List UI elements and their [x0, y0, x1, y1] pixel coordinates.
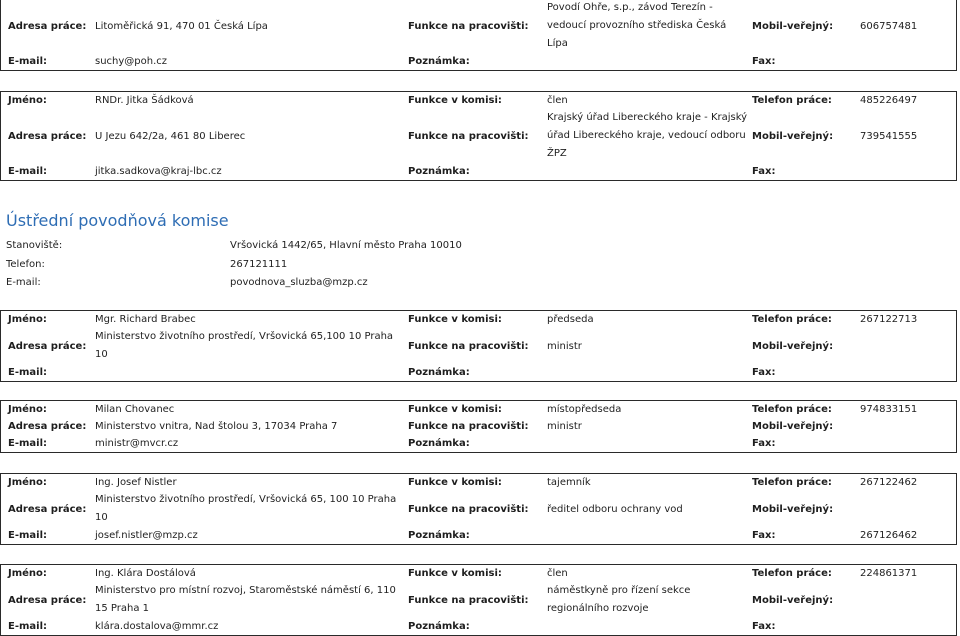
- mobile-public-value: 606757481: [860, 20, 918, 32]
- member-email-row: [1, 163, 956, 180]
- work-address-value: U Jezu 642/2a, 461 80 Liberec: [95, 130, 246, 142]
- member-table: [1, 0, 956, 70]
- fax-value: [860, 53, 956, 70]
- workplace-function-line: náměstkyně pro řízení sekce: [547, 585, 691, 596]
- work-address-line: Ministerstvo životního prostředí, Vršovická 65,100 10 Praha: [95, 331, 394, 342]
- workplace-function-label: Funkce na pracovišti:: [408, 340, 529, 352]
- work-address-line: 10: [95, 512, 108, 523]
- work-address-value: [95, 491, 408, 527]
- member-email-row: [1, 435, 956, 452]
- workplace-function-line: vedoucí provozního střediska Česká: [547, 20, 727, 31]
- member-address-row: [1, 491, 956, 527]
- email-label: E-mail:: [8, 367, 48, 378]
- fax-label: Fax:: [752, 166, 776, 177]
- info-row-email: [6, 274, 462, 293]
- note-label: Poznámka:: [408, 621, 470, 632]
- member-name-row: [1, 401, 956, 418]
- workplace-function-line: Povodí Ohře, s.p., závod Terezín -: [547, 2, 713, 13]
- email-label: E-mail:: [8, 438, 48, 449]
- workplace-function-line: Krajský úřad Libereckého kraje - Krajský: [547, 112, 748, 123]
- section-title: Ústřední povodňová komise: [6, 211, 229, 230]
- work-address-value: Ministerstvo vnitra, Nad štolou 3, 17034 Praha 7: [95, 421, 338, 432]
- committee-role-value: člen: [547, 568, 568, 579]
- mobile-public-value: [860, 582, 956, 618]
- workplace-function-value: [547, 109, 752, 163]
- name-label: Jméno:: [8, 95, 47, 106]
- fax-label: Fax:: [752, 438, 776, 449]
- work-phone-label: Telefon práce:: [752, 477, 832, 488]
- member-email-row: [1, 53, 956, 70]
- email-value: klára.dostalova@mmr.cz: [95, 621, 219, 632]
- committee-role-value: místopředseda: [547, 404, 622, 415]
- phone-label: Telefon:: [6, 258, 45, 270]
- work-address-label: Adresa práce:: [8, 130, 87, 142]
- member-address-row: [1, 418, 956, 435]
- member-card: [0, 91, 957, 181]
- member-email-row: [1, 364, 956, 381]
- name-label: Jméno:: [8, 477, 47, 488]
- work-address-label: Adresa práce:: [8, 503, 87, 515]
- note-label: Poznámka:: [408, 530, 470, 541]
- mobile-public-label: Mobil-veřejný:: [752, 20, 834, 32]
- work-address-label: Adresa práce:: [8, 421, 87, 432]
- workplace-function-value: ministr: [547, 421, 582, 432]
- committee-role-value: člen: [547, 95, 568, 106]
- mobile-public-label: Mobil-veřejný:: [752, 421, 834, 432]
- email-label: E-mail:: [8, 166, 48, 177]
- member-address-row: [1, 582, 956, 618]
- location-value: Vršovická 1442/65, Hlavní město Praha 10010: [230, 240, 462, 251]
- fax-label: Fax:: [752, 367, 776, 378]
- mobile-public-value: 739541555: [860, 130, 918, 142]
- committee-role-label: Funkce v komisi:: [408, 477, 502, 488]
- fax-label: Fax:: [752, 530, 776, 541]
- email-value: jitka.sadkova@kraj-lbc.cz: [95, 166, 222, 177]
- member-address-row: [1, 328, 956, 364]
- note-value: [547, 527, 752, 544]
- work-phone-label: Telefon práce:: [752, 404, 832, 415]
- note-label: Poznámka:: [408, 56, 470, 67]
- workplace-function-label: Funkce na pracovišti:: [408, 594, 529, 606]
- phone-value: 267121111: [230, 258, 288, 270]
- fax-value: [860, 435, 956, 452]
- workplace-function-label: Funkce na pracovišti:: [408, 503, 529, 515]
- note-value: [547, 364, 752, 381]
- member-email-row: [1, 618, 956, 635]
- email-value: ministr@mvcr.cz: [95, 438, 179, 449]
- workplace-function-label: Funkce na pracovišti:: [408, 130, 529, 142]
- member-name-row: [1, 311, 956, 328]
- member-table: [1, 565, 956, 635]
- member-name-row: [1, 92, 956, 109]
- location-label: Stanoviště:: [6, 240, 63, 251]
- info-row-phone: [6, 256, 462, 275]
- email-label: E-mail:: [8, 530, 48, 541]
- member-card: [0, 564, 957, 636]
- workplace-function-line: úřad Libereckého kraje, vedoucí odboru: [547, 130, 746, 141]
- email-value: povodnova_sluzba@mzp.cz: [230, 277, 368, 288]
- fax-label: Fax:: [752, 56, 776, 67]
- member-address-row: [1, 109, 956, 163]
- workplace-function-line: Lípa: [547, 38, 568, 49]
- member-table: [1, 92, 956, 180]
- member-card: [0, 0, 957, 71]
- work-address-value: [95, 582, 408, 618]
- committee-role-label: Funkce v komisi:: [408, 568, 502, 579]
- work-address-line: 15 Praha 1: [95, 603, 150, 614]
- email-label: E-mail:: [8, 56, 48, 67]
- committee-role-label: Funkce v komisi:: [408, 404, 502, 415]
- note-value: [547, 618, 752, 635]
- email-value: [95, 364, 408, 381]
- note-label: Poznámka:: [408, 438, 470, 449]
- mobile-public-value: [860, 328, 956, 364]
- committee-role-label: Funkce v komisi:: [408, 95, 502, 106]
- work-address-value: Litoměřická 91, 470 01 Česká Lípa: [95, 20, 268, 32]
- work-phone-value: 267122713: [860, 314, 918, 325]
- member-email-row: [1, 527, 956, 544]
- workplace-function-value: [547, 582, 752, 618]
- fax-label: Fax:: [752, 621, 776, 632]
- info-row-location: [6, 237, 462, 256]
- mobile-public-label: Mobil-veřejný:: [752, 594, 834, 606]
- email-label: E-mail:: [8, 621, 48, 632]
- member-table: [1, 474, 956, 544]
- workplace-function-label: Funkce na pracovišti:: [408, 20, 529, 32]
- committee-role-value: tajemník: [547, 477, 591, 488]
- workplace-function-line: ŽPZ: [547, 148, 567, 159]
- work-address-line: Ministerstvo životního prostředí, Vršovická 65, 100 10 Praha: [95, 494, 397, 505]
- mobile-public-label: Mobil-veřejný:: [752, 340, 834, 352]
- name-label: Jméno:: [8, 314, 47, 325]
- work-address-line: Ministerstvo pro místní rozvoj, Staroměstské náměstí 6, 110: [95, 585, 396, 596]
- workplace-function-value: ministr: [547, 340, 582, 352]
- work-address-value: [95, 328, 408, 364]
- note-value: [547, 435, 752, 452]
- name-value: Milan Chovanec: [95, 404, 175, 415]
- fax-value: [860, 618, 956, 635]
- workplace-function-label: Funkce na pracovišti:: [408, 421, 529, 432]
- work-phone-label: Telefon práce:: [752, 568, 832, 579]
- note-value: [547, 53, 752, 70]
- work-phone-value: 485226497: [860, 95, 918, 106]
- name-value: Ing. Josef Nistler: [95, 477, 177, 488]
- name-label: Jméno:: [8, 568, 47, 579]
- work-phone-label: Telefon práce:: [752, 314, 832, 325]
- name-label: Jméno:: [8, 404, 47, 415]
- work-phone-label: Telefon práce:: [752, 95, 832, 106]
- note-value: [547, 163, 752, 180]
- work-address-label: Adresa práce:: [8, 340, 87, 352]
- member-name-row: [1, 474, 956, 491]
- email-value: josef.nistler@mzp.cz: [95, 530, 198, 541]
- name-value: Ing. Klára Dostálová: [95, 568, 196, 579]
- member-address-row: [1, 0, 956, 53]
- fax-value: [860, 364, 956, 381]
- member-table: [1, 311, 956, 381]
- mobile-public-label: Mobil-veřejný:: [752, 503, 834, 515]
- workplace-function-line: regionálního rozvoje: [547, 603, 649, 614]
- committee-info: [6, 237, 462, 293]
- work-address-label: Adresa práce:: [8, 594, 87, 606]
- note-label: Poznámka:: [408, 166, 470, 177]
- work-phone-value: 974833151: [860, 404, 918, 415]
- work-phone-value: 224861371: [860, 568, 918, 579]
- email-value: suchy@poh.cz: [95, 56, 168, 67]
- workplace-function-value: ředitel odboru ochrany vod: [547, 503, 683, 515]
- workplace-function-value: [547, 0, 752, 53]
- member-card: [0, 400, 957, 453]
- note-label: Poznámka:: [408, 367, 470, 378]
- member-card: [0, 310, 957, 382]
- mobile-public-value: [860, 491, 956, 527]
- name-value: RNDr. Jitka Šádková: [95, 95, 194, 106]
- member-table: [1, 401, 956, 452]
- member-card: [0, 473, 957, 545]
- member-name-row: [1, 565, 956, 582]
- work-address-label: Adresa práce:: [8, 20, 87, 32]
- committee-role-value: předseda: [547, 314, 594, 325]
- work-address-line: 10: [95, 349, 108, 360]
- fax-value: 267126462: [860, 530, 918, 541]
- committee-role-label: Funkce v komisi:: [408, 314, 502, 325]
- mobile-public-value: [860, 418, 956, 435]
- work-phone-value: 267122462: [860, 477, 918, 488]
- email-label: E-mail:: [6, 277, 41, 288]
- fax-value: [860, 163, 956, 180]
- mobile-public-label: Mobil-veřejný:: [752, 130, 834, 142]
- name-value: Mgr. Richard Brabec: [95, 314, 196, 325]
